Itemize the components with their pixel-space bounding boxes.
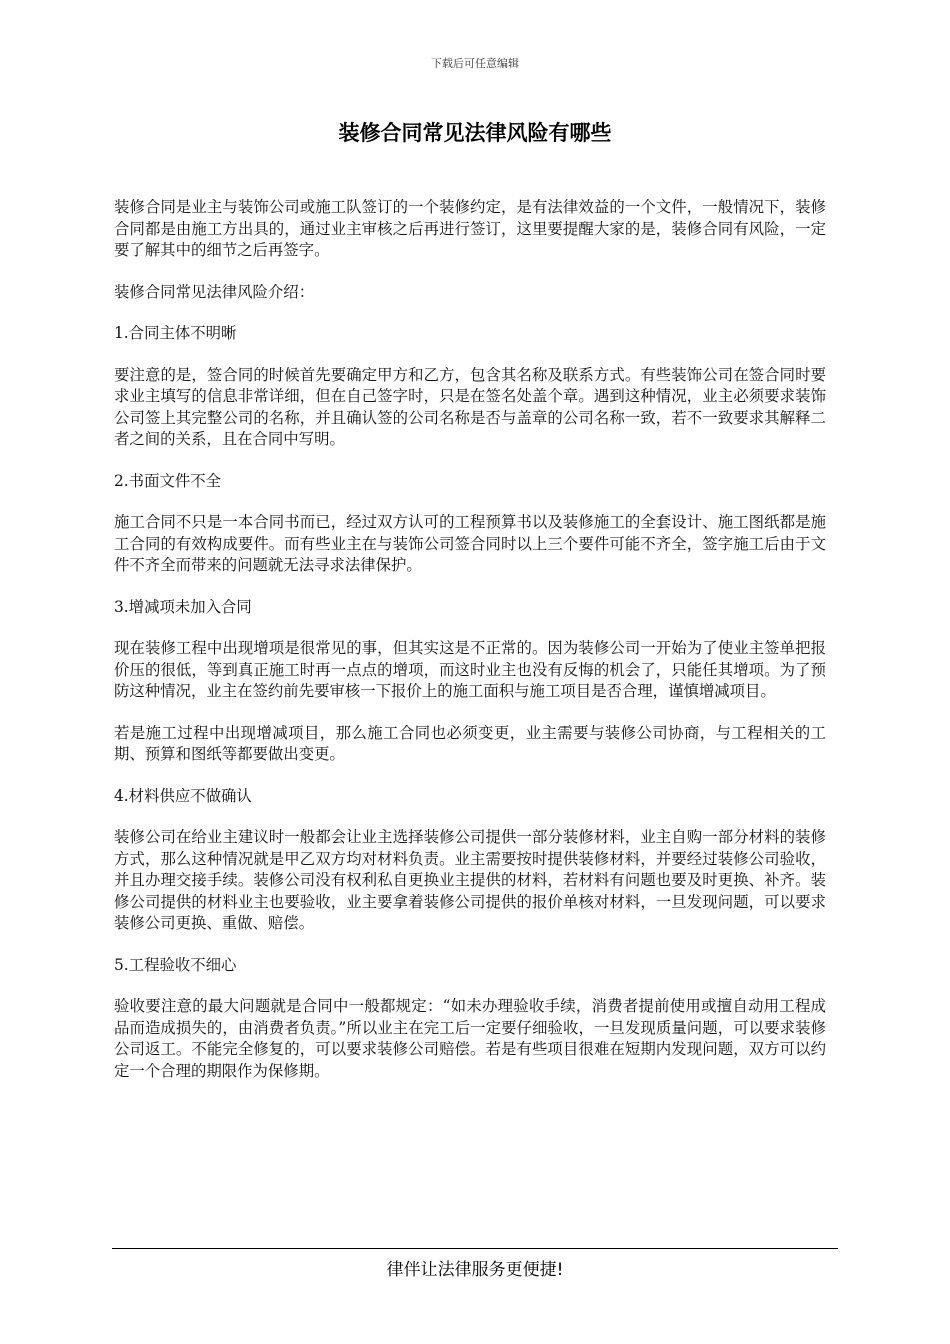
footer-slogan: 律伴让法律服务更便捷! (386, 1260, 564, 1280)
paragraph: 装修公司在给业主建议时一般都会让业主选择装修公司提供一部分装修材料，业主自购一部分材料的装修方式，那么这种情况就是甲乙双方均对材料负责。业主需要按时提供装修材料，并要经过装修公司验收，并且办理交接手续。装修公司没有权利私自更换业主提供的材料，若材料有问题也要及时更换、补齐。装修公司提供的材料业主也要验收，业主要拿着装修公司提供的报价单核对材料，一旦发现问题，可以要求装修公司更换、重做、赔偿。 (114, 828, 826, 932)
paragraph: 若是施工过程中出现增减项目，那么施工合同也必须变更，业主需要与装修公司协商，与工程相关的工期、预算和图纸等都要做出变更。 (114, 723, 826, 763)
document-title: 装修合同常见法律风险有哪些 (338, 121, 612, 145)
section-heading: 5.工程验收不细心 (114, 955, 237, 974)
header-note: 下载后可任意编辑 (431, 57, 519, 70)
paragraph: 现在装修工程中出现增项是很常见的事，但其实这是不正常的。因为装修公司一开始为了使业主签单把报价压的很低，等到真正施工时再一点点的增项，而这时业主也没有反悔的机会了，只能任其增项。为了预防这种情况，业主在签约前先要审核一下报价上的施工面积与施工项目是否合理，谨慎增减项目。 (114, 639, 826, 700)
section-intro: 装修合同常见法律风险介绍： (114, 282, 315, 301)
paragraph: 要注意的是，签合同的时候首先要确定甲方和乙方，包含其名称及联系方式。有些装饰公司在签合同时要求业主填写的信息非常详细，但在自己签字时，只是在签名处盖个章。遇到这种情况，业主必须要求装饰公司签上其完整公司的名称，并且确认签的公司名称是否与盖章的公司名称一致，若不一致要求其解释二者之间的关系，且在合同中写明。 (114, 365, 826, 448)
section-heading: 4.材料供应不做确认 (114, 786, 252, 805)
footer-divider (112, 1248, 838, 1249)
section-heading: 2.书面文件不全 (114, 471, 222, 490)
paragraph: 验收要注意的最大问题就是合同中一般都规定：“如未办理验收手续，消费者提前使用或擅自动用工程成品而造成损失的，由消费者负责。”所以业主在完工后一定要仔细验收，一旦发现质量问题，可以要求装修公司返工。不能完全修复的，可以要求装修公司赔偿。若是有些项目很难在短期内发现问题，双方可以约定一个合理的期限作为保修期。 (114, 997, 826, 1080)
section-heading: 1.合同主体不明晰 (114, 324, 237, 342)
document-body (114, 197, 826, 1102)
paragraph: 装修合同是业主与装饰公司或施工队签订的一个装修约定，是有法律效益的一个文件，一般情况下，装修合同都是由施工方出具的，通过业主审核之后再进行签订，这里要提醒大家的是，装修合同有风险，一定要了解其中的细节之后再签字。 (114, 198, 826, 259)
section-heading: 3.增减项未加入合同 (114, 597, 252, 616)
paragraph: 施工合同不只是一本合同书而已，经过双方认可的工程预算书以及装修施工的全套设计、施工图纸都是施工合同的有效构成要件。而有些业主在与装饰公司签合同时以上三个要件可能不齐全，签字施工后由于文件不齐全而带来的问题就无法寻求法律保护。 (114, 513, 826, 574)
